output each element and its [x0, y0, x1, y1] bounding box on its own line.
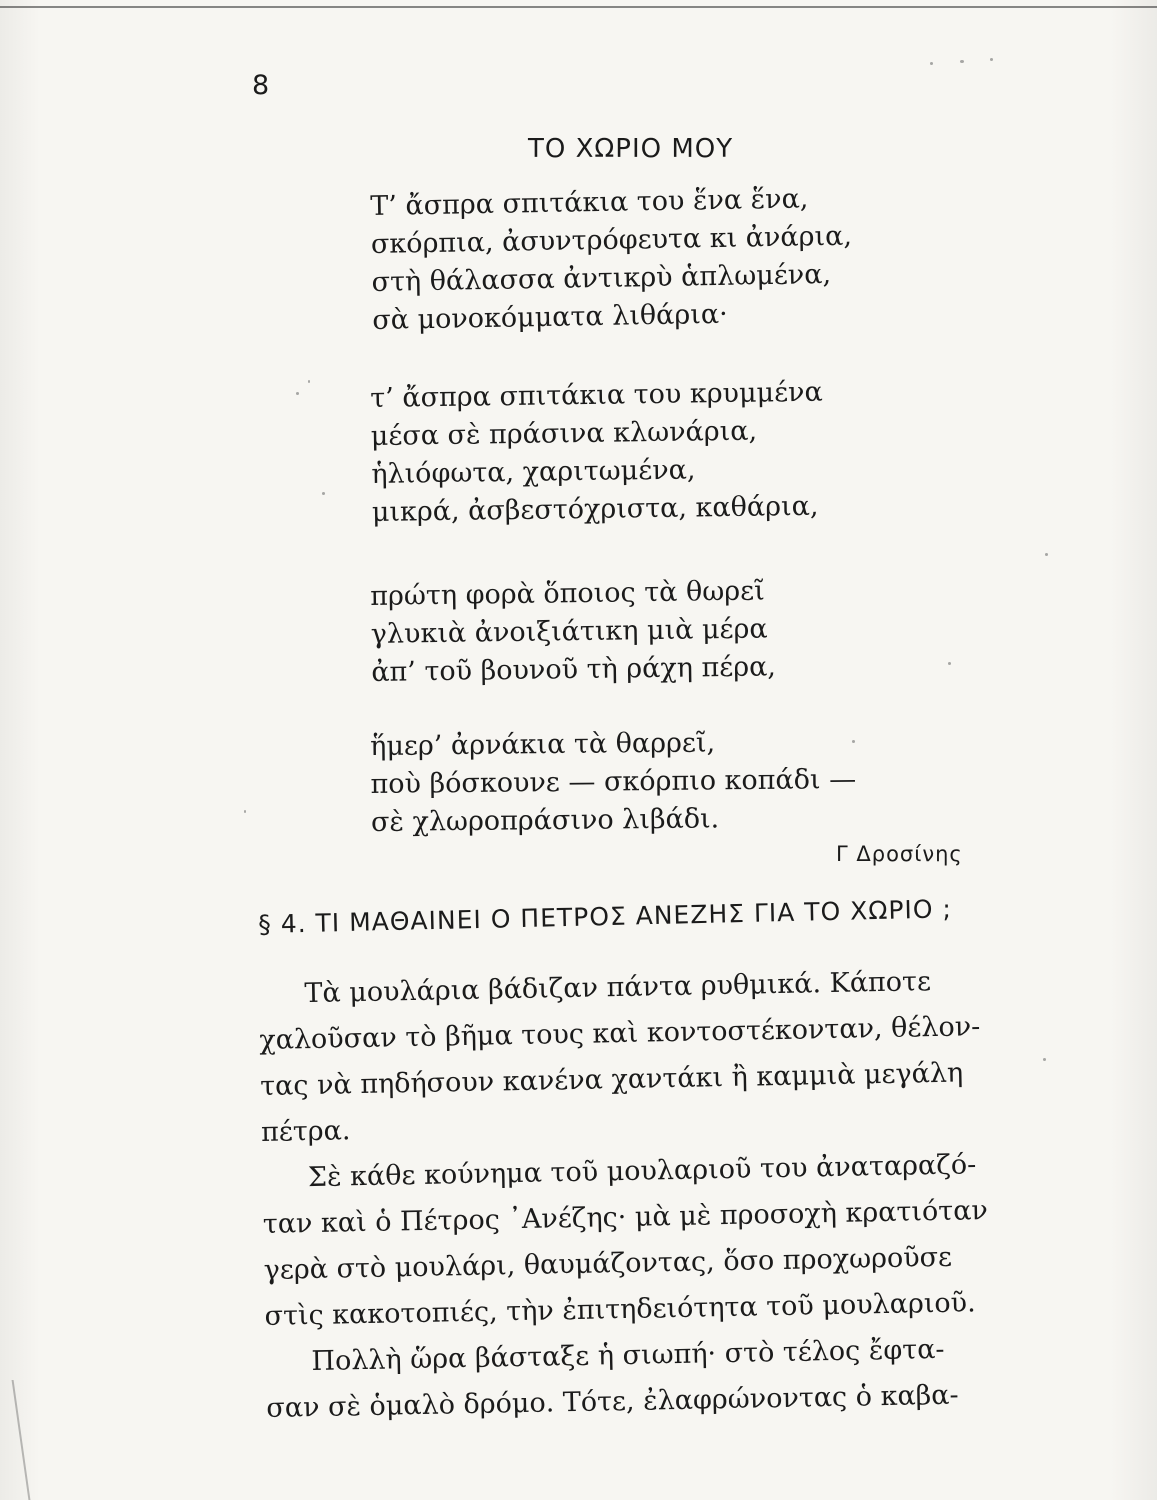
scan-speck: [322, 492, 325, 495]
scan-speck: [852, 740, 855, 743]
poem-line: σκόρπια, ἀσυντρόφευτα κι ἀνάρια,: [370, 220, 853, 260]
body-line: Τὰ μουλάρια βάδιζαν πάντα ρυθμικά. Κάποτε: [304, 966, 932, 1010]
body-line: χαλοῦσαν τὸ βῆμα τους καὶ κοντοστέκονταν, θέλον-: [259, 1011, 981, 1056]
body-line: στὶς κακοτοπιές, τὴν ἐπιτηδειότητα τοῦ μουλαριοῦ.: [264, 1287, 976, 1332]
body-line: τας νὰ πηδήσουν κανένα χαντάκι ἢ καμμιὰ μεγάλη: [259, 1057, 964, 1102]
scan-speck: [308, 380, 310, 383]
body-line: Σὲ κάθε κούνημα τοῦ μουλαριοῦ του ἀναταραζό-: [307, 1149, 977, 1194]
top-border-line: [0, 6, 1157, 8]
page-number: 8: [252, 70, 270, 101]
poem-line: μέσα σὲ πράσινα κλωνάρια,: [370, 415, 758, 452]
scan-speck: [930, 62, 933, 65]
poem-stanza-1: [370, 180, 854, 340]
poem-line: στὴ θάλασσα ἀντικρὺ ἁπλωμένα,: [371, 258, 832, 298]
poem-title: ΤΟ ΧΩΡΙΟ ΜΟΥ: [528, 134, 734, 164]
poem-author: Γ Δροσίνης: [836, 842, 963, 866]
poem-line: ἀπ’ τοῦ βουνοῦ τὴ ράχη πέρα,: [371, 651, 777, 688]
poem-stanza-4: [370, 723, 857, 842]
section-body: [258, 957, 1067, 1432]
poem-line: πρώτη φορὰ ὅποιος τὰ θωρεῖ: [370, 575, 765, 612]
scan-speck: [244, 810, 246, 813]
poem-stanza-3: [370, 572, 776, 692]
poem-line: γλυκιὰ ἀνοιξιάτικη μιὰ μέρα: [370, 613, 768, 650]
body-line: σαν σὲ ὁμαλὸ δρόμο. Τότε, ἐλαφρώνοντας ὁ καβα-: [266, 1379, 959, 1424]
poem-line: μικρά, ἀσβεστόχριστα, καθάρια,: [371, 490, 819, 528]
body-line: πέτρα.: [260, 1115, 351, 1148]
poem-line: ἡλιόφωτα, χαριτωμένα,: [371, 454, 696, 490]
body-line: Πολλὴ ὥρα βάσταξε ἡ σιωπή· στὸ τέλος ἔφτα-: [311, 1333, 945, 1378]
scan-speck: [1045, 553, 1048, 556]
poem-line: σὲ χλωροπράσινο λιβάδι.: [370, 803, 720, 838]
scan-speck: [296, 392, 299, 395]
scan-speck: [1043, 1058, 1046, 1061]
body-line: ταν καὶ ὁ Πέτρος ᾿Ανέζης· μὰ μὲ προσοχὴ κρατιόταν: [262, 1195, 989, 1240]
poem-line: Τ’ ἄσπρα σπιτάκια του ἕνα ἕνα,: [370, 183, 809, 222]
scan-speck: [960, 60, 964, 63]
section-heading: § 4. ΤΙ ΜΑΘΑΙΝΕΙ Ο ΠΕΤΡΟΣ ΑΝΕΖΗΣ ΓΙΑ ΤΟ ΧΩΡΙΟ ;: [258, 894, 953, 939]
scan-speck: [990, 58, 993, 61]
poem-stanza-2: [370, 374, 825, 532]
poem-line: ἥμερ’ ἀρνάκια τὰ θαρρεῖ,: [370, 727, 716, 762]
poem-line: ποὺ βόσκουνε — σκόρπιο κοπάδι —: [370, 763, 857, 800]
scan-edge-shadow: [0, 1380, 30, 1500]
body-line: γερὰ στὸ μουλάρι, θαυμάζοντας, ὅσο προχωροῦσε: [263, 1241, 953, 1286]
poem-line: σὰ μονοκόμματα λιθάρια·: [372, 298, 728, 336]
scan-speck: [948, 662, 951, 665]
poem-line: τ’ ἄσπρα σπιτάκια του κρυμμένα: [370, 376, 823, 414]
